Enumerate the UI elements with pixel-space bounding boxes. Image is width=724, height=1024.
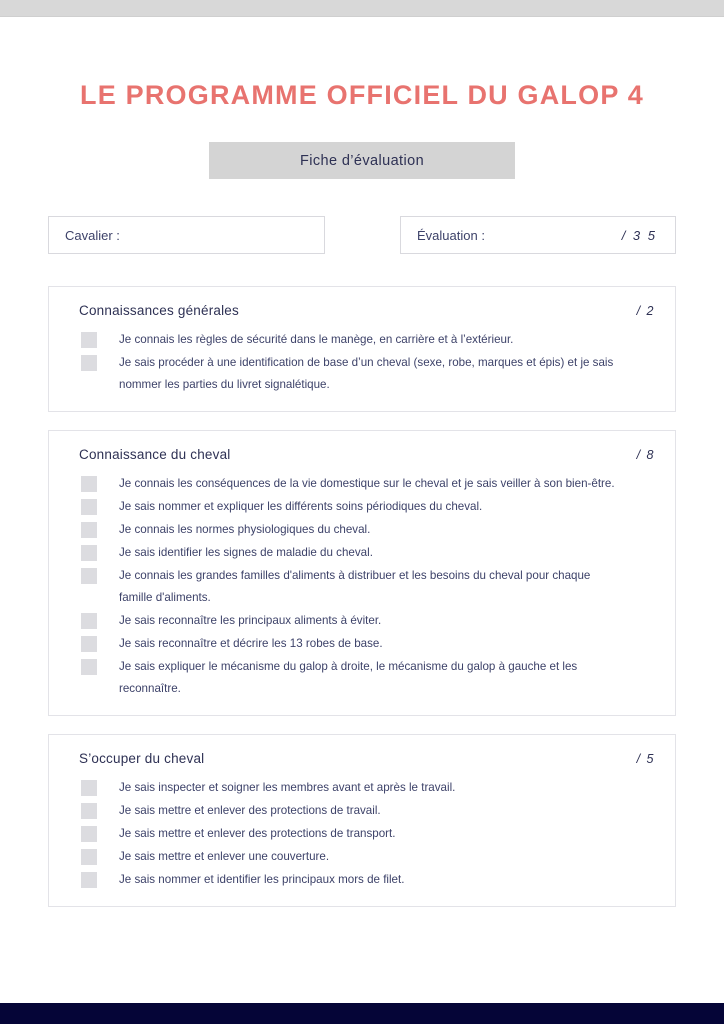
document-page <box>0 18 724 1003</box>
evaluation-total-score: / 3 5 <box>621 227 657 243</box>
evaluation-field-label: Évaluation : <box>417 227 485 243</box>
page-title: LE PROGRAMME OFFICIEL DU GALOP 4 <box>80 80 644 110</box>
footer-bar <box>0 1003 724 1024</box>
criterion-row <box>81 565 657 609</box>
section-header <box>79 303 657 318</box>
criterion-row <box>81 800 657 822</box>
criteria-list <box>79 473 657 700</box>
evaluation-section <box>48 286 676 412</box>
criteria-list <box>79 777 657 891</box>
evaluation-section <box>48 734 676 907</box>
subtitle-banner-label: Fiche d’évaluation <box>299 152 425 169</box>
rider-field[interactable] <box>48 216 325 254</box>
checkbox-icon[interactable] <box>81 355 97 371</box>
criterion-row <box>81 777 657 799</box>
checkbox-icon[interactable] <box>81 636 97 652</box>
checkbox-icon[interactable] <box>81 613 97 629</box>
criterion-row <box>81 823 657 845</box>
criterion-row <box>81 329 657 351</box>
checkbox-icon[interactable] <box>81 545 97 561</box>
criterion-label: Je sais mettre et enlever des protections de transport. <box>119 827 396 840</box>
section-title: Connaissance du cheval <box>79 447 231 462</box>
evaluation-section <box>48 430 676 716</box>
section-score: / 5 <box>636 752 655 766</box>
criterion-label: Je connais les normes physiologiques du cheval. <box>119 523 371 536</box>
criterion-label: Je connais les règles de sécurité dans le manège, en carrière et à l’extérieur. <box>119 333 514 346</box>
criterion-row <box>81 656 657 700</box>
browser-top-bar <box>0 0 724 17</box>
evaluation-field[interactable] <box>400 216 676 254</box>
criterion-label: Je sais reconnaître et décrire les 13 robes de base. <box>119 637 383 650</box>
criterion-row <box>81 352 657 396</box>
section-title: Connaissances générales <box>79 303 239 318</box>
criterion-row <box>81 869 657 891</box>
section-header <box>79 751 657 766</box>
checkbox-icon[interactable] <box>81 332 97 348</box>
criterion-label: Je connais les conséquences de la vie domestique sur le cheval et je sais veiller à son bien-être. <box>119 477 615 490</box>
section-score: / 2 <box>636 304 655 318</box>
criterion-label: Je sais mettre et enlever une couverture. <box>119 850 330 863</box>
criterion-label: Je sais inspecter et soigner les membres avant et après le travail. <box>119 781 456 794</box>
section-score: / 8 <box>636 448 655 462</box>
checkbox-icon[interactable] <box>81 659 97 675</box>
criterion-row <box>81 496 657 518</box>
criterion-row <box>81 846 657 868</box>
subtitle-banner <box>209 142 515 179</box>
criterion-row <box>81 473 657 495</box>
criterion-label: Je sais expliquer le mécanisme du galop à droite, le mécanisme du galop à gauche et les reconnaître. <box>119 660 578 695</box>
criterion-label: Je sais reconnaître les principaux aliments à éviter. <box>119 614 382 627</box>
criterion-label: Je sais nommer et identifier les principaux mors de filet. <box>119 873 405 886</box>
identity-row <box>48 216 676 254</box>
rider-field-label: Cavalier : <box>65 227 120 243</box>
criterion-row <box>81 519 657 541</box>
sections-list <box>48 286 676 925</box>
checkbox-icon[interactable] <box>81 803 97 819</box>
criterion-label: Je sais procéder à une identification de base d’un cheval (sexe, robe, marques et épis) et je sais nommer les parties du livret signalétique. <box>119 356 614 391</box>
section-title: S’occuper du cheval <box>79 751 205 766</box>
criterion-label: Je sais identifier les signes de maladie du cheval. <box>119 546 373 559</box>
checkbox-icon[interactable] <box>81 476 97 492</box>
checkbox-icon[interactable] <box>81 849 97 865</box>
checkbox-icon[interactable] <box>81 522 97 538</box>
criterion-label: Je sais mettre et enlever des protections de travail. <box>119 804 381 817</box>
checkbox-icon[interactable] <box>81 780 97 796</box>
checkbox-icon[interactable] <box>81 826 97 842</box>
checkbox-icon[interactable] <box>81 568 97 584</box>
criterion-row <box>81 542 657 564</box>
criterion-label: Je connais les grandes familles d'aliments à distribuer et les besoins du cheval pour chaque famille d'aliments. <box>119 569 591 604</box>
criterion-row <box>81 610 657 632</box>
section-header <box>79 447 657 462</box>
criteria-list <box>79 329 657 396</box>
checkbox-icon[interactable] <box>81 499 97 515</box>
criterion-label: Je sais nommer et expliquer les différents soins périodiques du cheval. <box>119 500 483 513</box>
checkbox-icon[interactable] <box>81 872 97 888</box>
criterion-row <box>81 633 657 655</box>
